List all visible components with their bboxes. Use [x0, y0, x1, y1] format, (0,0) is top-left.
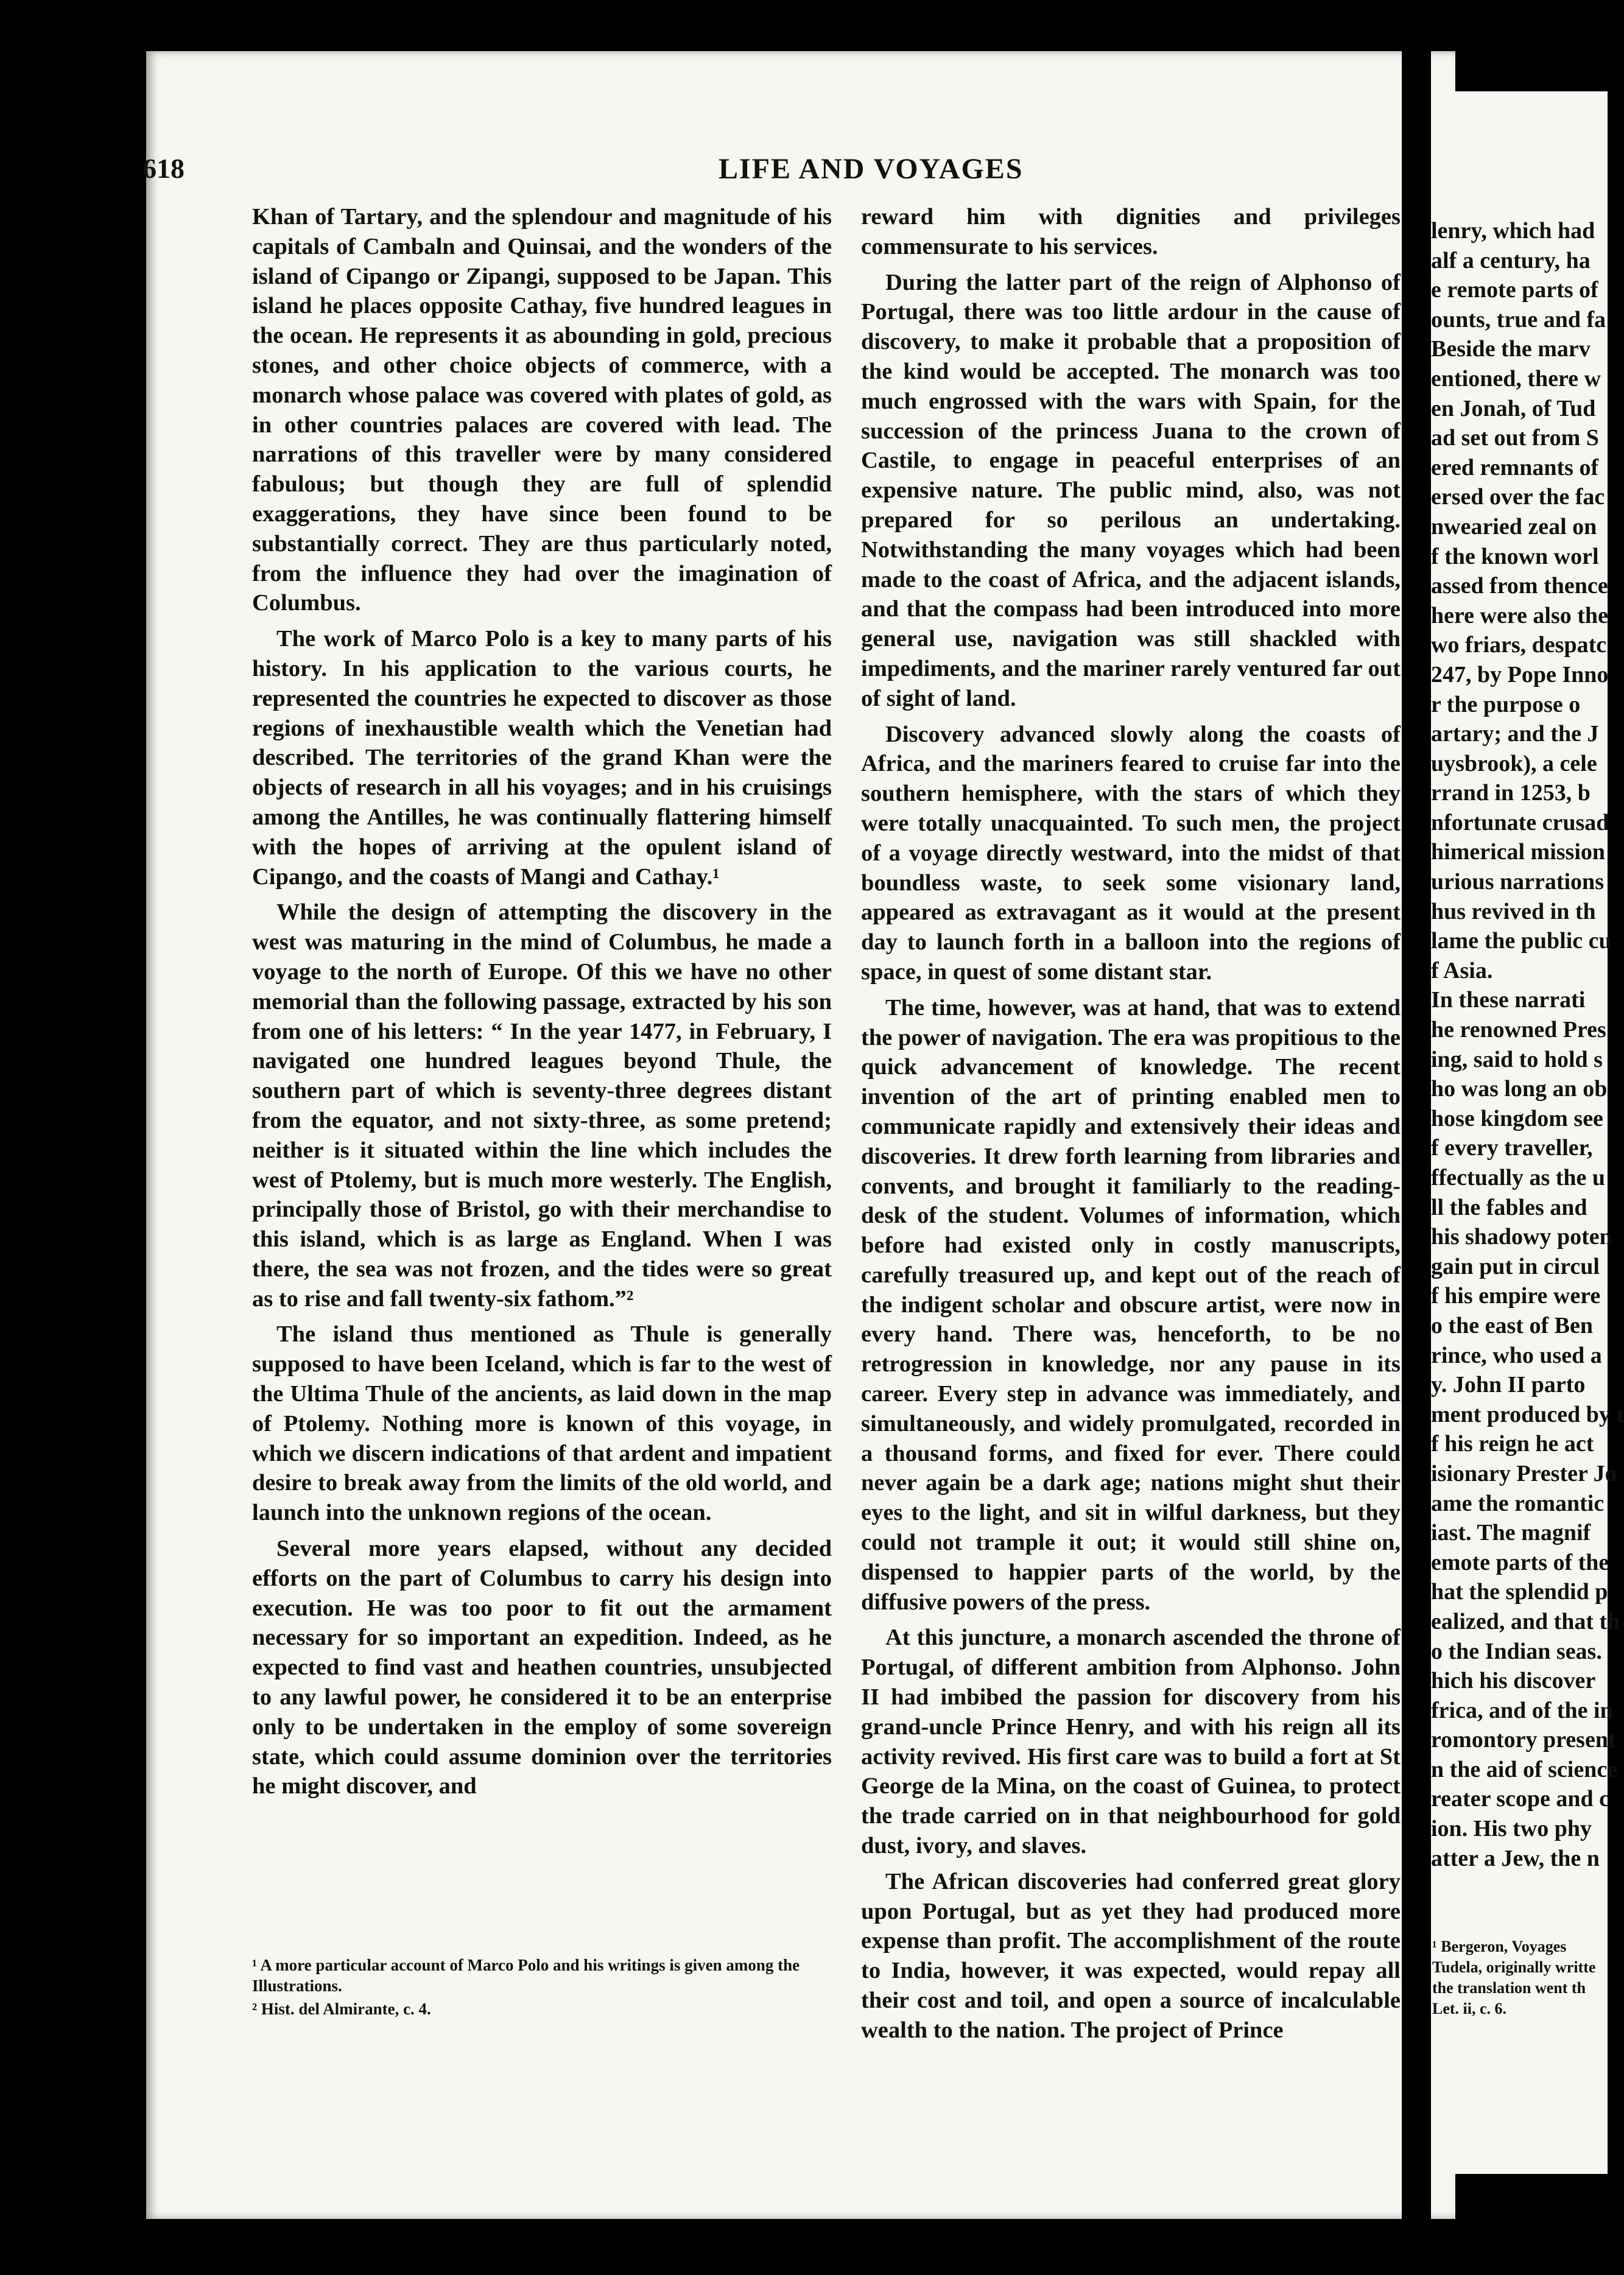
facing-page-line: rrand in 1253, b [1431, 780, 1591, 806]
facing-page-line: ing, said to hold s [1431, 1046, 1603, 1072]
book-gutter [1402, 37, 1431, 2265]
facing-page-line: ffectually as the u [1431, 1165, 1606, 1190]
footnote: ¹ A more particular account of Marco Polo and his writings is given among the Illustrations. [252, 1956, 800, 1995]
paragraph: The African discoveries had conferred great glory upon Portugal, but as yet they had produced more expense than profit. The accomplishment of the route to India, however, it was expected, would repay all their cost and toil, and open a source of incalculable wealth to the nation. The project of Prince [861, 1868, 1401, 2043]
running-title: LIFE AND VOYAGES [719, 153, 1024, 185]
facing-page-line: f his reign he act [1431, 1431, 1594, 1457]
facing-page-line: en Jonah, of Tud [1431, 395, 1596, 421]
facing-page-footnote: ¹ Bergeron, Voyages [1432, 1938, 1567, 1955]
facing-page-line: gain put in circul [1431, 1253, 1600, 1279]
facing-page-line: urious narrations [1431, 869, 1604, 895]
facing-page-line: wo friars, despatc [1431, 632, 1607, 658]
facing-page-line: y. John II parto [1431, 1372, 1586, 1398]
left-column [252, 202, 832, 1807]
paragraph: Discovery advanced slowly along the coasts of Africa, and the mariners feared to cruise far into the southern hemisphere, with the stars of which they were totally unacquainted. To such men, the project of a voyage directly westward, into the midst of that boundless waste, to seek some visionary land, appeared as extravagant as it would at the present day to launch forth in a balloon into the regions of space, in quest of some distant star. [861, 721, 1401, 985]
facing-page-line: ll the fables and [1431, 1194, 1587, 1220]
facing-page-line: himerical mission [1431, 839, 1606, 865]
facing-page-line: In these narrati [1431, 987, 1586, 1013]
facing-page-column [1431, 216, 1624, 1873]
facing-page-line: n the aid of science [1431, 1756, 1618, 1782]
left-footnotes [252, 1955, 832, 2022]
facing-page-line: f Asia. [1431, 957, 1493, 983]
facing-page-line: ame the romantic [1431, 1490, 1605, 1516]
facing-page-line: frica, and of the in [1431, 1697, 1613, 1723]
paragraph: The island thus mentioned as Thule is generally supposed to have been Iceland, which is far to the west of the Ultima Thule of the ancients, as laid down in the map of Ptolemy. Nothing more is known of this voyage, in which we discern indications of that ardent and impatient desire to break away from the limits of the old world, and launch into the unknown regions of the ocean. [252, 1321, 832, 1526]
facing-page-line: lame the public cu [1431, 928, 1612, 954]
facing-page-line: rince, who used a [1431, 1342, 1602, 1368]
facing-page-line: nwearied zeal on [1431, 513, 1597, 540]
facing-page-footnote: the translation went th [1432, 1979, 1586, 1997]
facing-page-line: r the purpose o [1431, 691, 1581, 717]
facing-page-footnotes [1432, 1936, 1603, 2019]
footnote: ² Hist. del Almirante, c. 4. [252, 2000, 431, 2018]
facing-page-line: emote parts of the [1431, 1549, 1609, 1575]
facing-page-line: f every traveller, [1431, 1135, 1593, 1161]
facing-page-line: ment produced by t [1431, 1401, 1624, 1427]
facing-page-line: alf a century, ha [1431, 247, 1591, 273]
facing-page-line: here were also the [1431, 602, 1608, 628]
facing-page-line: atter a Jew, the n [1431, 1845, 1600, 1871]
paragraph: At this juncture, a monarch ascended the throne of Portugal, of different ambition from Alphonso. John II had imbibed the passion for discovery from his grand-uncle Prince Henry, and with his reign all its activity revived. His first care was to build a fort at St George de la Mina, on the coast of Guinea, to protect the trade carried on in that neighbourhood for gold dust, ivory, and slaves. [861, 1625, 1401, 1859]
facing-page-footnote: Tudela, originally writte [1432, 1958, 1596, 1976]
facing-page-line: assed from thence [1431, 573, 1608, 599]
facing-page-line: isionary Prester Jo [1431, 1460, 1617, 1486]
facing-page-line: ealized, and that th [1431, 1608, 1620, 1634]
facing-page-line: o the east of Ben [1431, 1312, 1593, 1338]
facing-page-line: Beside the marv [1431, 336, 1591, 362]
facing-page-line: nfortunate crusad [1431, 809, 1609, 835]
facing-page-line: lenry, which had [1431, 218, 1595, 244]
paragraph: The time, however, was at hand, that was to extend the power of navigation. The era was propitious to the quick advancement of knowledge. The recent invention of the art of printing enabled men to communicate rapidly and extensively their ideas and discoveries. It drew forth learning from libraries and convents, and brought it familiarly to the reading-desk of the student. Volumes of information, which before had existed only in costly manuscripts, carefully treasured up, and kept out of the reach of the indigent scholar and obscure artist, were now in every hand. There was, henceforth, to be no retrogression in knowledge, nor any pause in its career. Every step in advance was immediately, and simultaneously, and widely promulgated, recorded in a thousand forms, and fixed for ever. There could never again be a dark age; nations might shut their eyes to the light, and sit in wilful darkness, but they could not trample it out; it would still shine on, dispensed to happier parts of the world, by the diffusive powers of the press. [861, 994, 1401, 1615]
facing-page-line: entioned, there w [1431, 365, 1601, 392]
paragraph: While the design of attempting the discovery in the west was maturing in the mind of Columbus, he made a voyage to the north of Europe. Of this we have no other memorial than the following passage, extracted by his son from one of his letters: “ In the year 1477, in February, I navigated one hundred leagues beyond Thule, the southern part of which is seventy-three degrees distant from the equator, and not sixty-three, as some pretend; neither is it situated within the line which includes the west of Ptolemy, but is much more westerly. The English, principally those of Bristol, go with their merchandise to this island, which is as large as England. When I was there, the sea was not frozen, and the tides were so great as to rise and fall twenty-six fathom.”² [252, 899, 832, 1312]
facing-page-line: hus revived in th [1431, 898, 1596, 924]
facing-page-line: uysbrook), a cele [1431, 750, 1597, 776]
facing-page-line: ion. His two phy [1431, 1816, 1592, 1842]
paragraph: Several more years elapsed, without any decided efforts on the part of Columbus to carry his design into execution. He was too poor to fit out the armament necessary for so important an expedition. Indeed, as he expected to find vast and heathen countries, unsubjected to any lawful power, he considered it to be an enterprise only to be undertaken in the employ of some sovereign state, which could assume dominion over the territories he might discover, and [252, 1536, 832, 1799]
middle-column [861, 202, 1401, 2052]
facing-page-line: e remote parts of [1431, 277, 1598, 303]
paragraph: reward him with dignities and privileges commensurate to his services. [861, 204, 1401, 259]
page-number: 618 [142, 153, 185, 184]
paragraph: During the latter part of the reign of Alphonso of Portugal, there was too little ardour in the cause of discovery, to make it probable that a proposition of the kind would be accepted. The monarch was too much engrossed with the wars with Spain, for the succession of the princess Juana to the crown of Castile, to engage in peaceful enterprises of an expensive nature. The public mind, also, was not prepared for so perilous an undertaking. Notwithstanding the many voyages which had been made to the coast of Africa, and the adjacent islands, and that the compass had been introduced into more general use, navigation was still shackled with impediments, and the mariner rarely ventured far out of sight of land. [861, 269, 1401, 711]
facing-page-line: he renowned Pres [1431, 1017, 1606, 1043]
facing-page-line: his shadowy poten [1431, 1224, 1612, 1250]
facing-page-line: f the known worl [1431, 543, 1599, 569]
facing-page-line: ho was long an ob [1431, 1076, 1608, 1102]
facing-page-line: iast. The magnif [1431, 1520, 1591, 1546]
facing-page-line: hich his discover [1431, 1668, 1596, 1694]
facing-page-footnote: Let. ii, c. 6. [1432, 2000, 1507, 2017]
facing-page-line: o the Indian seas. [1431, 1638, 1602, 1664]
facing-page-line: f his empire were [1431, 1283, 1601, 1309]
paragraph: The work of Marco Polo is a key to many parts of his history. In his application to the various courts, he represented the countries he expected to discover as those regions of inexhaustible wealth which the Venetian had described. The territories of the grand Khan were the objects of research in all his voyages; and in his cruisings among the Antilles, he was continually flattering himself with the hopes of arriving at the opulent island of Cipango, and the coasts of Mangi and Cathay.¹ [252, 626, 832, 890]
facing-page-line: hat the splendid p [1431, 1579, 1608, 1605]
facing-page-line: romontory present [1431, 1727, 1616, 1753]
facing-page-line: reater scope and c [1431, 1786, 1610, 1812]
facing-page-line: ered remnants of [1431, 454, 1599, 480]
facing-page-line: 247, by Pope Inno [1431, 661, 1609, 687]
facing-page-line: artary; and the J [1431, 721, 1599, 747]
facing-page-line: ounts, true and fa [1431, 306, 1606, 332]
facing-page-line: hose kingdom see [1431, 1105, 1603, 1131]
facing-page-line: ersed over the fac [1431, 484, 1605, 510]
paragraph: Khan of Tartary, and the splendour and magnitude of his capitals of Cambaln and Quinsai, and the wonders of the island of Cipango or Zipangi, supposed to be Japan. This island he places opposite Cathay, five hundred leagues in the ocean. He represents it as abounding in gold, precious stones, and other choice objects of commerce, with a monarch whose palace was covered with plates of gold, as in other countries palaces are covered with lead. The narrations of this traveller were by many considered fabulous; but though they are full of splendid exaggerations, they have since been found to be substantially correct. They are thus particularly noted, from the influence they had over the imagination of Columbus. [252, 204, 832, 616]
facing-page-line: ad set out from S [1431, 425, 1599, 451]
